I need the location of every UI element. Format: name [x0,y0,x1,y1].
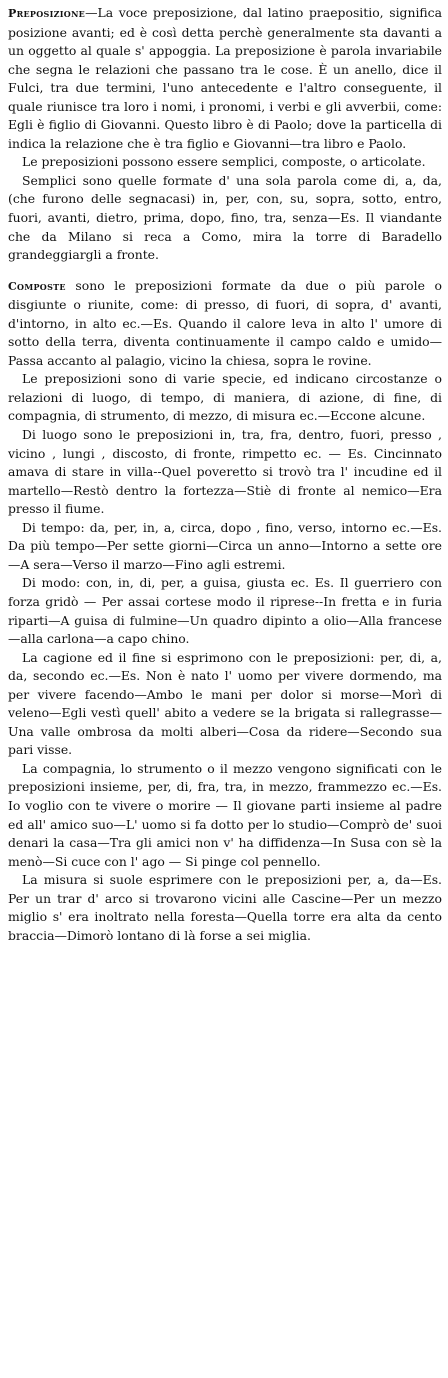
paragraph-text: sono le preposizioni formate da due o più parole o disgiunte o riunite, come: di presso, di fuori, di sopra, d' avanti, d'intorno, in alto ec.—Es. Quando il calore leva in alto l' umore di sotto della terra, diventa continuamente il campo caldo e umido—Passa accanto al palagio, vicino la chiesa, sopra le rovine. [8,277,442,368]
paragraph-text: La compagnia, lo strumento o il mezzo vengono significati con le preposizioni insieme, per, di, fra, tra, in mezzo, frammezzo ec.—Es. Io voglio con te vivere o morire — Il giovane parti insieme al padre ed all' amico suo—L' uomo si fa dotto per lo studio—Comprò de' suoi denari la casa—Tra gli amici non v' ha diffidenza—In Susa con sè la menò—Si cuce con l' ago — Si pinge col pennello. [8,760,442,869]
paragraph-misura [8,871,442,945]
paragraph-text: Semplici sono quelle formate d' una sola parola come di, a, da, (che furono delle segnacasi) in, per, con, su, sopra, sotto, entro, fuori, avanti, dietro, prima, dopo, fino, tra, senza—Es. Il viandante che da Milano si reca a Como, mira la torre di Baradello grandeggiargli a fronte. [8,172,442,263]
paragraph-text: La misura si suole esprimere con le preposizioni per, a, da—Es. Per un trar d' arco si trovarono vicini alle Cascine—Per un mezzo miglio s' era inoltrato nella foresta—Quella torre era alta da cento braccia—Dimorò lontano di là forse a sei miglia. [8,872,442,943]
paragraph-semplici [8,172,442,265]
paragraph-text: Le preposizioni possono essere semplici, composte, o articolate. [22,154,426,170]
paragraph-specie [8,370,442,426]
paragraph-types [8,153,442,172]
paragraph-text: Di modo: con, in, di, per, a guisa, giusta ec. Es. Il guerriero con forza gridò — Per assai cortese modo il riprese--In fretta e in furia riparti—A guisa di fulmine—Un quadro dipinto a olio—Alla francese—alla carlona—a capo chino. [8,575,442,647]
paragraph-luogo [8,426,442,519]
paragraph-text: Di tempo: da, per, in, a, circa, dopo , fino, verso, intorno ec.—Es. Da più tempo—Per sette giorni—Circa un anno—Intorno a sette ore—A sera—Verso il marzo—Fino agli estremi. [8,519,442,572]
paragraph-composte [8,277,442,371]
paragraph-modo [8,574,442,648]
heading-composte: Composte [8,279,66,293]
paragraph-text: Le preposizioni sono di varie specie, ed indicano circostanze o relazioni di luogo, di tempo, di maniera, di azione, di fine, di compagnia, di strumento, di mezzo, di misura ec.—Eccone alcune. [8,371,442,424]
paragraph-cagione [8,649,442,760]
paragraph-text: La cagione ed il fine si esprimono con le preposizioni: per, di, a, da, secondo ec.—Es. Non è nato l' uomo per vivere dormendo, ma per vivere facendo—Ambo le mani per dolor si morse—Morì di veleno—Egli vestì quell' abito a vedere se la brigata si rallegrasse—Una valle ombrosa da molti alberi—Cosa da ridere—Secondo sua pari visse. [8,649,442,758]
paragraph-text: —La voce preposizione, dal latino praepositio, significa posizione avanti; ed è così detta perchè generalmente sta davanti a un oggetto al quale s' appoggia. La preposizione è parola invariabile che segna le relazioni che passano tra le cose. È un anello, dice il Fulci, tra due termini, l'uno antecedente e l'altro conseguente, il quale riunisce tra loro i nomi, i pronomi, i verbi e gli avverbii, come: Egli è figlio di Giovanni. Questo libro è di Paolo; dove la particella di indica la relazione che è tra figlio e Giovanni—tra libro e Paolo. [8,5,442,151]
paragraph-definition [8,4,442,153]
heading-preposizione: Preposizione [8,7,86,20]
paragraph-tempo [8,519,442,575]
paragraph-compagnia [8,760,442,871]
paragraph-text: Di luogo sono le preposizioni in, tra, fra, dentro, fuori, presso , vicino , lungi , discosto, di fronte, rimpetto ec. — Es. Cincinnato amava di stare in villa--Quel poveretto si trovò tra l' incudine ed il martello—Restò dentro la fortezza—Stiè di fronte al nemico—Era presso il fiume. [8,427,442,517]
